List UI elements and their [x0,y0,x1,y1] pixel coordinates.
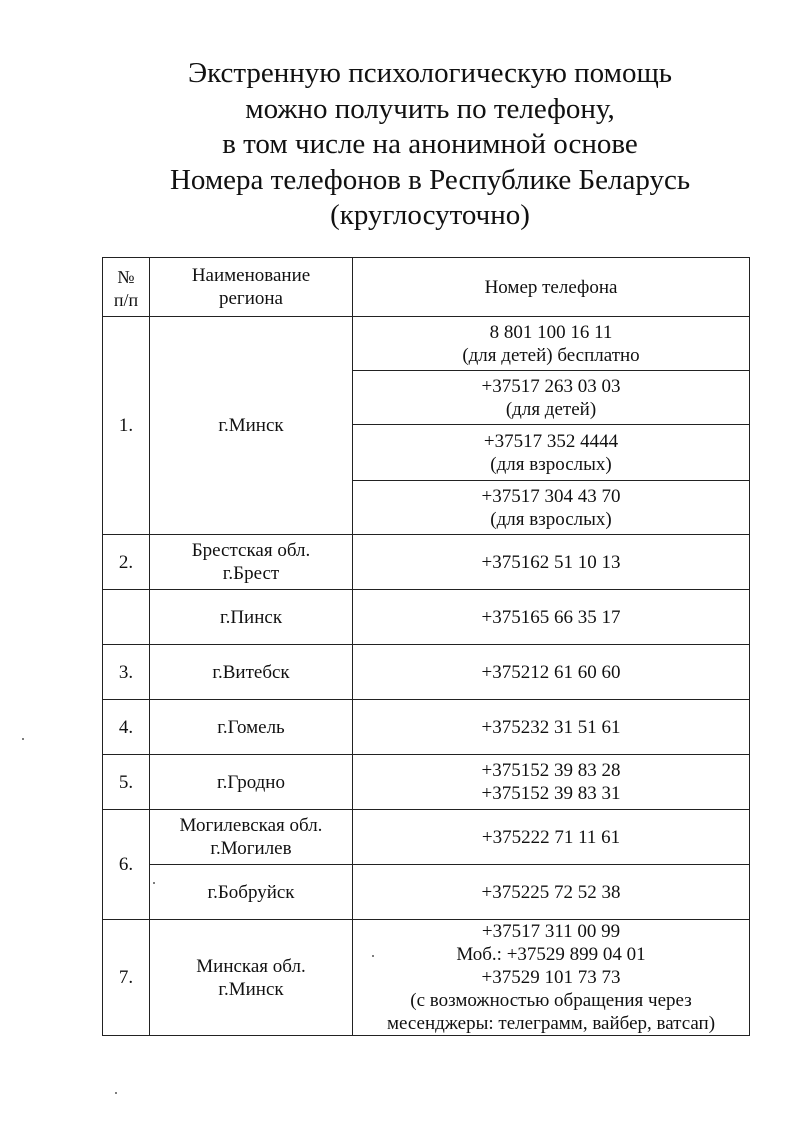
phone-cell: +375225 72 52 38 [353,865,750,920]
scan-speck [153,882,155,884]
row-number: 2. [103,535,150,590]
phone-cell: +37517 311 00 99 Моб.: +37529 899 04 01 +37529 101 73 73 (с возможностью обращения через месенджеры: телеграмм, вайбер, ватсап) [353,920,750,1036]
row-number [103,590,150,645]
scan-speck [22,738,24,740]
phone-cell: +37517 263 03 03 (для детей) [353,371,750,425]
region-name: Брестская обл. г.Брест [150,535,353,590]
title-line: Номера телефонов в Республике Беларусь [169,163,691,196]
table-row [103,645,750,700]
row-number: 6. [103,810,150,920]
page-title [100,56,760,234]
phone-cell: +375212 61 60 60 [353,645,750,700]
phone-cell: +37517 304 43 70 (для взрослых) [353,481,750,535]
table-row [103,317,750,371]
table-row [103,535,750,590]
title-line: можно получить по телефону, [245,92,615,125]
header-region: Наименование региона [150,258,353,317]
phone-cell: +375232 31 51 61 [353,700,750,755]
title-line: в том числе на анонимной основе [222,128,638,160]
phone-cell: 8 801 100 16 11 (для детей) бесплатно [353,317,750,371]
region-name: Минская обл. г.Минск [150,920,353,1036]
table-row [103,810,750,865]
phone-cell: +37517 352 4444 (для взрослых) [353,425,750,481]
table-row [103,700,750,755]
row-number: 7. [103,920,150,1036]
scan-speck [372,955,374,957]
table-header-row [103,258,750,317]
header-phone: Номер телефона [353,258,750,317]
phone-cell: +375152 39 83 28 +375152 39 83 31 [353,755,750,810]
table-row [103,755,750,810]
row-number: 3. [103,645,150,700]
title-line: (круглосуточно) [330,199,530,231]
table-row [103,590,750,645]
row-number: 5. [103,755,150,810]
region-name: г.Пинск [150,590,353,645]
phone-cell: +375162 51 10 13 [353,535,750,590]
region-name: г.Минск [150,317,353,535]
region-name: г.Гродно [150,755,353,810]
phone-table [102,257,750,1036]
header-number: № п/п [103,258,150,317]
scan-speck [115,1092,117,1094]
title-line: Экстренную психологическую помощь [187,57,673,89]
region-name: г.Витебск [150,645,353,700]
region-name: Могилевская обл. г.Могилев [150,810,353,865]
table-row [103,920,750,1036]
row-number: 1. [103,317,150,535]
phone-cell: +375222 71 11 61 [353,810,750,865]
row-number: 4. [103,700,150,755]
phone-cell: +375165 66 35 17 [353,590,750,645]
region-name: г.Бобруйск [150,865,353,920]
region-name: г.Гомель [150,700,353,755]
table-row [103,865,750,920]
